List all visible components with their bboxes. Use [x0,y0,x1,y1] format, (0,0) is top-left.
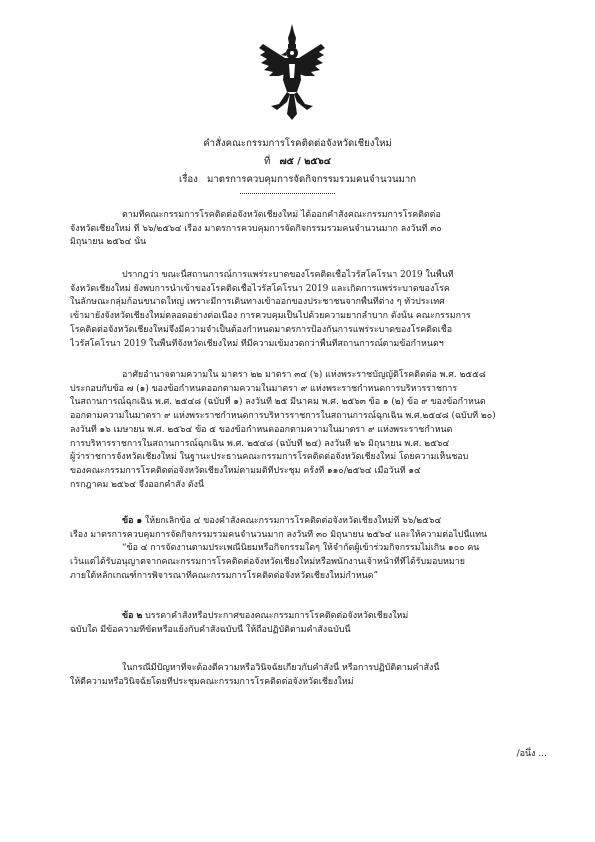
text-line: ออกตามความในมาตรา ๙ แห่งพระราชกำหนดการบริหารราชการในสถานการณ์ฉุกเฉิน พ.ศ.๒๕๔๘ (ฉบับที่ ๒๐) [70,411,496,422]
text-line: กรกฎาคม ๒๕๖๔ จึงออกคำสั่ง ดังนี้ [70,479,205,490]
text-line [70,515,530,529]
clause-1-text: ให้ยกเลิกข้อ ๔ ของคำสั่งคณะกรรมการโรคติดต่อจังหวัดเชียงใหม่ที่ ๖๖/๒๕๖๔ [144,516,442,526]
paragraph-authority [70,369,530,492]
text-line: ลงวันที่ ๑๖ เมษายน พ.ศ. ๒๕๖๔ ข้อ ๕ ของข้อกำหนดออกตามความในมาตรา ๙ แห่งพระราชกำหนด [70,424,453,435]
text-line: อาศัยอำนาจตามความใน มาตรา ๒๒ มาตรา ๓๔ (๖) แห่งพระราชบัญญัติโรคติดต่อ พ.ศ. ๒๕๕๘ [122,370,486,380]
paragraph-situation [70,269,530,351]
quote-line: ภายใต้หลักเกณฑ์การพิจารณาที่คณะกรรมการโรคติดต่อจังหวัดเชียงใหม่กำหนด” [70,570,379,581]
continued-marker: /อนึ่ง ... [516,749,547,759]
clause-1-number: ข้อ ๑ [122,516,143,526]
text-line: มิถุนายน ๒๕๖๔ นั้น [70,237,147,248]
order-number-label: ที่ [263,156,271,167]
subject-row [0,173,595,187]
text-line: ของคณะกรรมการโรคติดต่อจังหวัดเชียงใหม่ตามมติที่ประชุม ครั้งที่ ๑๑๐/๒๕๖๔ เมื่อวันที่ ๑๔ [70,465,421,476]
text-line: เรื่อง มาตรการควบคุมการจัดกิจกรรมรวมคนจำนวนมาก ลงวันที่ ๓๐ มิถุนายน ๒๕๖๔ และให้ความต่อไปนี้แทน [70,529,488,540]
text-line: ประกอบกับข้อ ๗ (๑) ของข้อกำหนดออกตามความในมาตรา ๙ แห่งพระราชกำหนดการบริหารราชการ [70,383,458,394]
text-line: การบริหารราชการในสถานการณ์ฉุกเฉิน พ.ศ. ๒๕๔๘ (ฉบับที่ ๒๔) ลงวันที่ ๒๖ มิถุนายน พ.ศ. ๒๕๖๔ [70,438,450,449]
text-line: ไวรัสโคโรนา 2019 ในพื้นที่จังหวัดเชียงใหม่ ที่มีความเข้มงวดกว่าพื้นที่สถานการณ์ตามข้อกำหนดฯ [70,338,444,349]
order-number: ๗๕ / ๒๕๖๔ [279,156,332,167]
text-line: จังหวัดเชียงใหม่ ที่ ๖๖/๒๕๖๔ เรื่อง มาตรการควบคุมการจัดกิจกรรมรวมคนจำนวนมาก ลงวันที่ ๓๐ [70,223,442,234]
quote-line: เว้นแต่ได้รับอนุญาตจากคณะกรรมการโรคติดต่อจังหวัดเชียงใหม่หรือพนักงานเจ้าหน้าที่ที่ได้รับมอบหมาย [70,557,465,568]
text-line [70,610,530,624]
text-line: จังหวัดเชียงใหม่ ยังพบการนำเข้าของโรคติดเชื้อไวรัสโคโรนา 2019 และเกิดการแพร่ระบาดของโรค [70,283,450,294]
paragraph-intro [70,209,530,250]
clause-2 [70,610,530,637]
text-line: ในกรณีมีปัญหาที่จะต้องตีความหรือวินิจฉัยเกี่ยวกับคำสั่งนี้ หรือการปฏิบัติตามคำสั่งนี้ [122,663,440,673]
text-line: ในลักษณะกลุ่มก้อนขนาดใหญ่ เพราะมีการเดินทางเข้าออกของประชาชนจากพื้นที่ต่าง ๆ ทั่วประเทศ [70,297,445,308]
text-line: เข้ามายังจังหวัดเชียงใหม่ตลอดอย่างต่อเนื่อง การควบคุมเป็นไปด้วยความยากลำบาก ดังนั้น คณะกรรมการ [70,311,471,322]
text-line: ปรากฏว่า ขณะนี้สถานการณ์การแพร่ระบาดของโรคติดเชื้อไวรัสโคโรนา 2019 ในพื้นที่ [122,270,454,280]
subject-text: มาตรการควบคุมการจัดกิจกรรมรวมคนจำนวนมาก [207,174,417,185]
text-line: ฉบับใด มีข้อความที่ขัดหรือแย้งกับคำสั่งฉบับนี้ ให้ถือปฏิบัติตามคำสั่งฉบับนี้ [70,624,351,635]
clause-1 [70,515,530,584]
document-title: คำสั่งคณะกรรมการโรคติดต่อจังหวัดเชียงใหม่ [203,138,392,149]
subject-label: เรื่อง [178,174,198,185]
order-number-row [0,155,595,169]
text-line: ในสถานการณ์ฉุกเฉิน พ.ศ. ๒๕๔๘ (ฉบับที่ ๑) ลงวันที่ ๒๕ มีนาคม พ.ศ. ๒๕๖๓ ข้อ ๑ (๒) ข้อ ๙ ของข้อกำหนด [70,397,486,408]
text-line: ผู้ว่าราชการจังหวัดเชียงใหม่ ในฐานะประธานคณะกรรมการโรคติดต่อจังหวัดเชียงใหม่ โดยความเห็นชอบ [70,452,469,463]
text-line: ตามที่คณะกรรมการโรคติดต่อจังหวัดเชียงใหม่ ได้ออกคำสั่งคณะกรรมการโรคติดต่อ [122,210,441,220]
clause-2-text: บรรดาคำสั่งหรือประกาศของคณะกรรมการโรคติดต่อจังหวัดเชียงใหม่ [145,611,409,621]
text-line: ให้ตีความหรือวินิจฉัยโดยที่ประชุมคณะกรรมการโรคติดต่อจังหวัดเชียงใหม่ [70,676,354,687]
garuda-emblem-icon [257,22,327,122]
text-line: โรคติดต่อจังหวัดเชียงใหม่จึงมีความจำเป็นต้องกำหนดมาตรการป้องกันการแพร่ระบาดของโรคติดเชื้อ [70,324,453,335]
quote-line: “ข้อ ๔ การจัดงานตามประเพณีนิยมหรือกิจกรรมใดๆ ให้จำกัดผู้เข้าร่วมกิจกรรมไม่เกิน ๑๐๐ คน [122,543,480,554]
separator-dots [240,193,335,194]
clause-2-number: ข้อ ๒ [122,611,143,621]
paragraph-interpretation [70,662,530,689]
